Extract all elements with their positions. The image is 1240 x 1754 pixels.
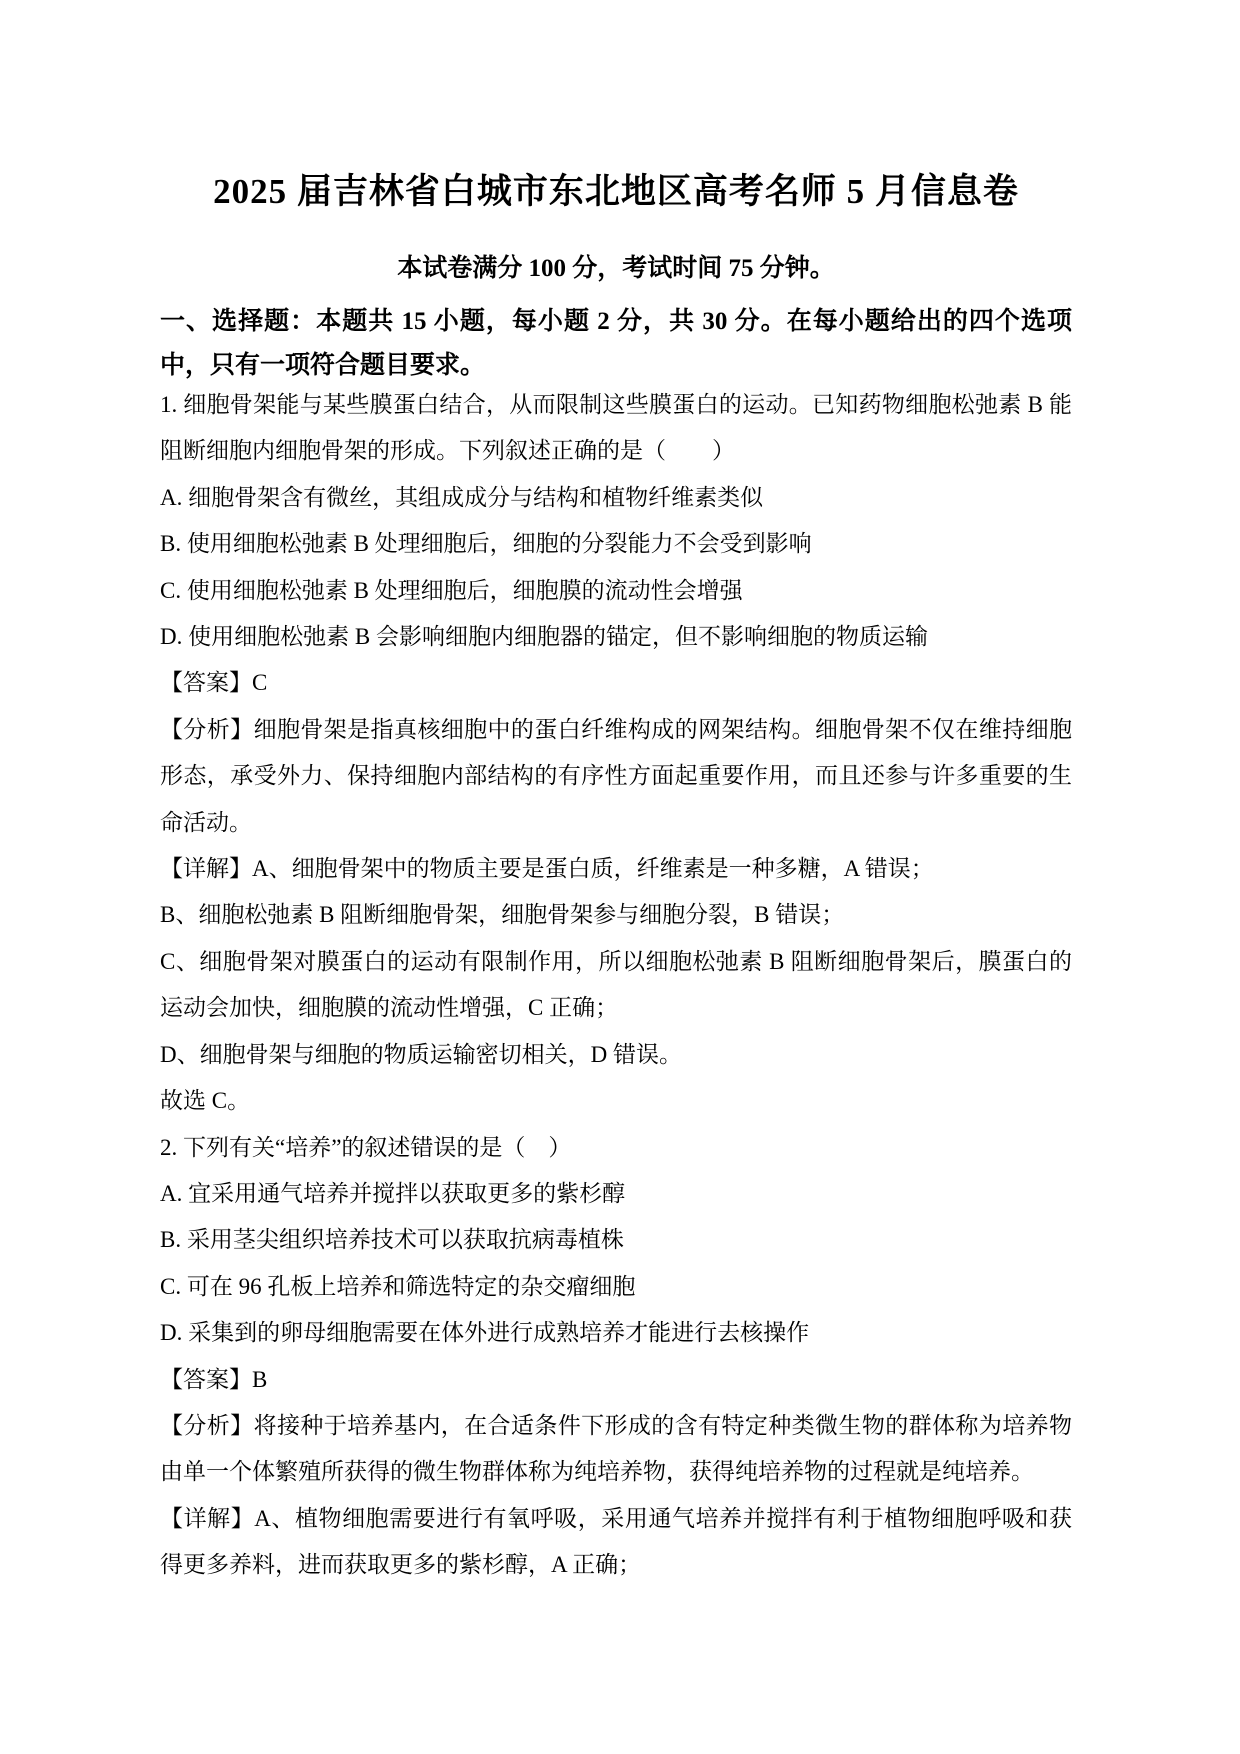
q2-option-a: A. 宜采用通气培养并搅拌以获取更多的紫杉醇 xyxy=(160,1180,626,1206)
q2-analysis-line-2: 由单一个体繁殖所获得的微生物群体称为纯培养物，获得纯培养物的过程就是纯培养。 xyxy=(160,1459,1034,1485)
q2-option-b: B. 采用茎尖组织培养技术可以获取抗病毒植株 xyxy=(160,1227,624,1253)
section-1-heading-line-1: 一、选择题：本题共 15 小题，每小题 2 分，共 30 分。在每小题给出的四个选项 xyxy=(160,308,1072,335)
q1-option-b: B. 使用细胞松弛素 B 处理细胞后，细胞的分裂能力不会受到影响 xyxy=(160,531,812,557)
q2-explain-line-2: 得更多养料，进而获取更多的紫杉醇，A 正确； xyxy=(160,1552,642,1578)
document-content xyxy=(160,168,1072,1589)
section-1-heading xyxy=(160,300,1072,388)
q1-option-c: C. 使用细胞松弛素 B 处理细胞后，细胞膜的流动性会增强 xyxy=(160,577,743,603)
section-1-heading-line-2: 中，只有一项符合题目要求。 xyxy=(160,352,486,379)
questions-body xyxy=(160,382,1072,1589)
q1-explain-line-1: 【详解】A、细胞骨架中的物质主要是蛋白质，纤维素是一种多糖，A 错误； xyxy=(160,856,934,882)
exam-info: 本试卷满分 100 分，考试时间 75 分钟。 xyxy=(397,255,835,282)
q1-analysis-line-2: 形态，承受外力、保持细胞内部结构的有序性方面起重要作用，而且还参与许多重要的生 xyxy=(160,763,1072,789)
q1-analysis-line-1: 【分析】细胞骨架是指真核细胞中的蛋白纤维构成的网架结构。细胞骨架不仅在维持细胞 xyxy=(160,716,1072,742)
q1-stem-line-1: 1. 细胞骨架能与某些膜蛋白结合，从而限制这些膜蛋白的运动。已知药物细胞松弛素 B 能 xyxy=(160,392,1072,417)
q1-option-d: D. 使用细胞松弛素 B 会影响细胞内细胞器的锚定，但不影响细胞的物质运输 xyxy=(160,624,928,650)
q1-answer: 【答案】C xyxy=(160,670,268,696)
q2-analysis-line-1: 【分析】将接种于培养基内，在合适条件下形成的含有特定种类微生物的群体称为培养物 xyxy=(160,1412,1072,1438)
page-title: 2025 届吉林省白城市东北地区高考名师 5 月信息卷 xyxy=(213,172,1019,211)
q2-answer: 【答案】B xyxy=(160,1366,268,1392)
q1-analysis-line-3: 命活动。 xyxy=(160,809,252,835)
q2-option-c: C. 可在 96 孔板上培养和筛选特定的杂交瘤细胞 xyxy=(160,1273,636,1299)
q2-option-d: D. 采集到的卵母细胞需要在体外进行成熟培养才能进行去核操作 xyxy=(160,1320,810,1346)
q2-explain-line-1: 【详解】A、植物细胞需要进行有氧呼吸，采用通气培养并搅拌有利于植物细胞呼吸和获 xyxy=(160,1505,1072,1531)
q2-stem: 2. 下列有关“培养”的叙述错误的是（ ） xyxy=(160,1134,572,1160)
q1-explain-line-5: D、细胞骨架与细胞的物质运输密切相关，D 错误。 xyxy=(160,1041,682,1067)
q1-explain-line-2: B、细胞松弛素 B 阻断细胞骨架，细胞骨架参与细胞分裂，B 错误； xyxy=(160,902,845,928)
q1-explain-line-4: 运动会加快，细胞膜的流动性增强，C 正确； xyxy=(160,995,619,1021)
q1-stem-line-2: 阻断细胞内细胞骨架的形成。下列叙述正确的是（ ） xyxy=(160,438,735,464)
q1-explain-line-3: C、细胞骨架对膜蛋白的运动有限制作用，所以细胞松弛素 B 阻断细胞骨架后，膜蛋白的 xyxy=(160,948,1072,974)
q1-conclusion: 故选 C。 xyxy=(160,1088,251,1114)
q1-option-a: A. 细胞骨架含有微丝，其组成成分与结构和植物纤维素类似 xyxy=(160,484,764,510)
